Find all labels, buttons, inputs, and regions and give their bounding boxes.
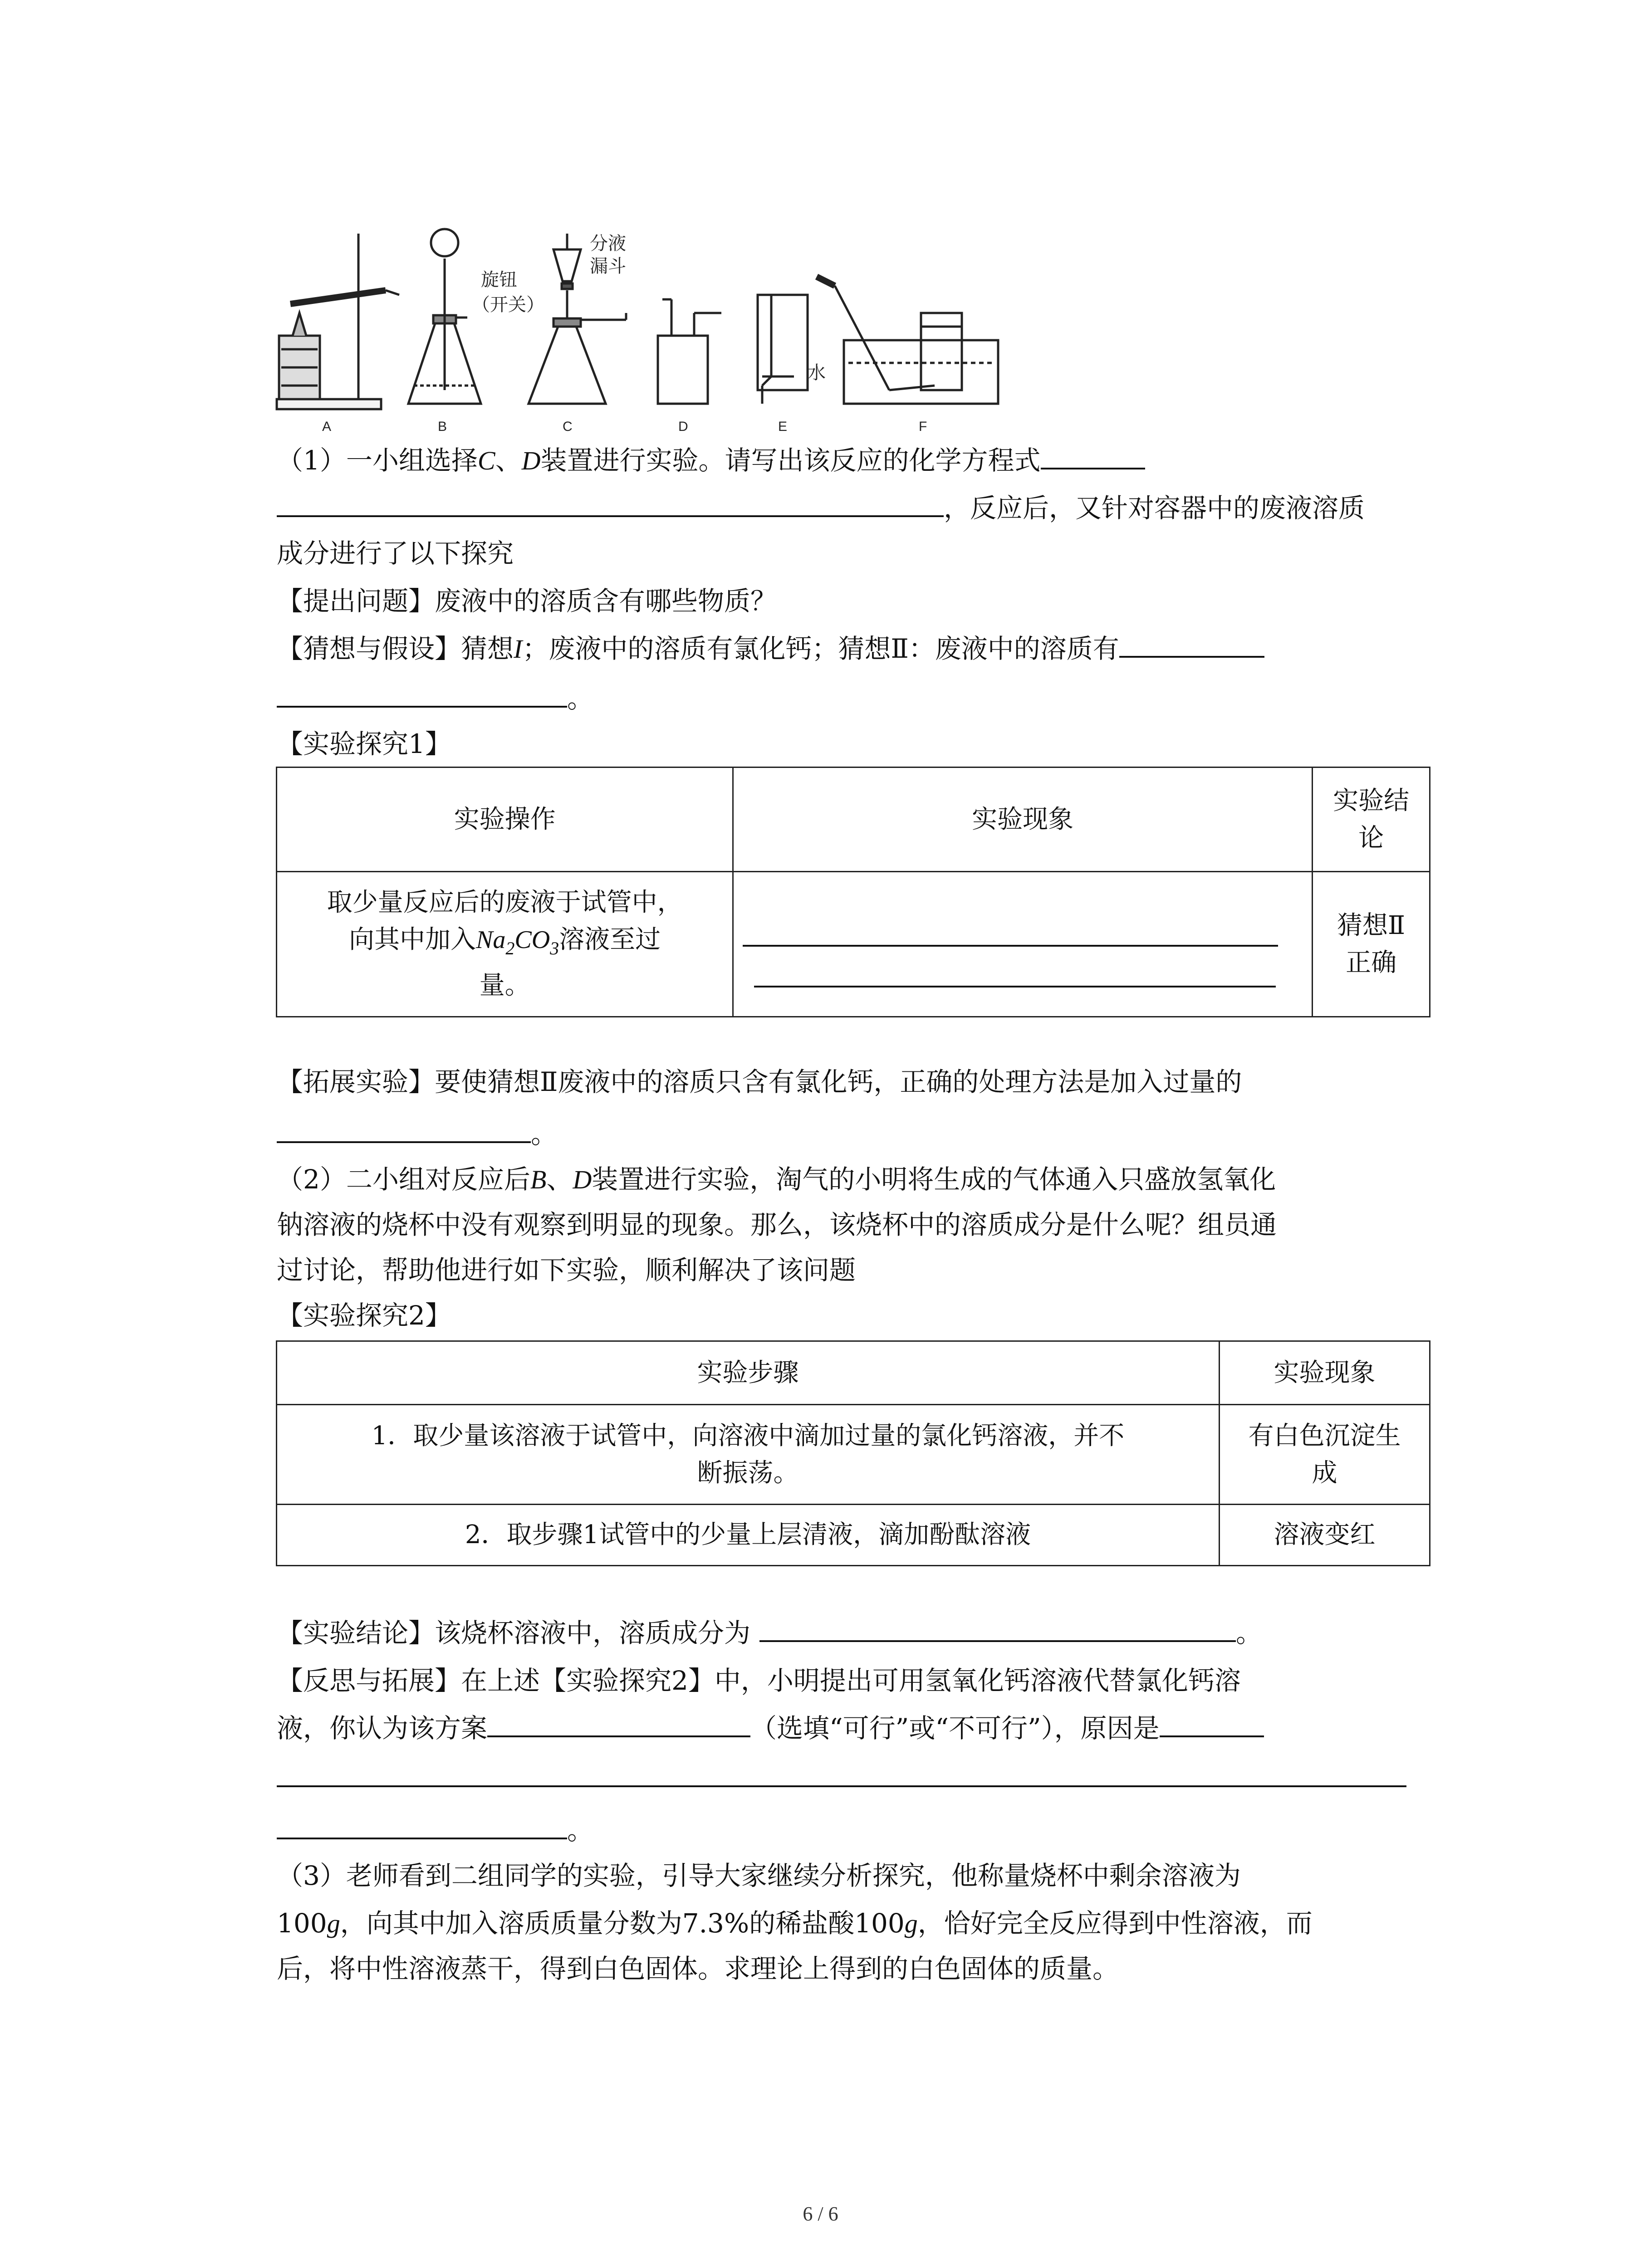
conclusion-text: 【实验结论】该烧杯溶液中，溶质成分为: [277, 1618, 751, 1648]
reason-blank-1[interactable]: [1160, 1710, 1264, 1737]
q2-line2: 钠溶液的烧杯中没有观察到明显的现象。那么，该烧杯中的溶质成分是什么呢？组员通: [277, 1209, 1277, 1240]
q1-line2: [277, 490, 1429, 526]
table2-row: [277, 1405, 1430, 1505]
knob-label-2: （开关）: [472, 294, 544, 315]
table1-header-conclusion-line1: 实验结: [1333, 786, 1410, 816]
apparatus-a: [277, 234, 399, 409]
apparatus-figure: [272, 222, 1021, 435]
hypothesis-line: [277, 631, 1429, 667]
reason-blank-2[interactable]: [277, 1760, 1406, 1787]
conclusion-blank[interactable]: [759, 1615, 1236, 1642]
table2-phen1-line2: 成: [1312, 1458, 1337, 1488]
table1-header-phenomenon: 实验现象: [733, 767, 1313, 872]
reason-blank-3[interactable]: [277, 1812, 567, 1839]
q1-text: 、: [495, 445, 522, 476]
extend-end: 。: [531, 1119, 558, 1149]
table2-row: [277, 1505, 1430, 1566]
table2-header-row: [277, 1341, 1430, 1405]
formula-co: CO: [514, 926, 550, 954]
q1-line3: 成分进行了以下探究: [277, 538, 514, 569]
q3-line1: （3）老师看到二组同学的实验，引导大家继续分析探究，他称量烧杯中剩余溶液为: [277, 1860, 1241, 1891]
table1-conclusion-line1: 猜想Ⅱ: [1337, 910, 1406, 940]
hypothesis-var: I: [514, 634, 523, 664]
unit-g: g: [327, 1909, 340, 1938]
q2-text: 、: [546, 1164, 573, 1195]
q3-line3: 后，将中性溶液蒸干，得到白色固体。求理论上得到的白色固体的质量。: [277, 1953, 1119, 1984]
label-f: F: [919, 419, 927, 434]
conclusion-end: 。: [1236, 1618, 1263, 1648]
funnel-label-2: 漏斗: [590, 256, 626, 277]
reflect-line2: [277, 1710, 1429, 1746]
table1-header-conclusion: [1313, 767, 1430, 872]
conclusion-line: [277, 1615, 1429, 1651]
op-text: 溶液至过: [559, 925, 661, 954]
table2-step-cell: 2．取步骤1试管中的少量上层清液，滴加酚酞溶液: [277, 1505, 1220, 1566]
apparatus-f: [817, 277, 998, 404]
q3-text: ，向其中加入溶质质量分数为7.3%的稀盐酸100: [340, 1908, 905, 1939]
reflect-line1: 【反思与拓展】在上述【实验探究2】中，小明提出可用氢氧化钙溶液代替氯化钙溶: [277, 1665, 1241, 1696]
hypothesis-line2: [277, 680, 1429, 717]
table2-phenomenon-cell: [1219, 1405, 1430, 1505]
explore2-title: 【实验探究2】: [277, 1300, 451, 1331]
q2-text: 装置进行实验，淘气的小明将生成的气体通入只盛放氢氧化: [592, 1164, 1276, 1195]
question-line: 【提出问题】废液中的溶质含有哪些物质？: [277, 586, 777, 616]
formula-sub-2: 2: [505, 938, 515, 958]
equation-blank-1[interactable]: [1041, 442, 1145, 469]
table2-phen1-line1: 有白色沉淀生: [1248, 1421, 1401, 1451]
table2-step1-line2: 断振荡。: [697, 1458, 799, 1488]
reflect-end: 。: [567, 1815, 594, 1846]
funnel-label-1: 分液: [590, 233, 626, 254]
q3-text: 100: [277, 1908, 327, 1939]
apparatus-e: [758, 295, 808, 404]
q1-var-d: D: [521, 446, 541, 475]
experiment-table-1: [276, 767, 1430, 1017]
table1-header-operation: 实验操作: [277, 767, 733, 872]
reflect-text: 液，你认为该方案: [277, 1713, 488, 1744]
q2-var-b: B: [530, 1165, 547, 1194]
table1-row: [277, 872, 1430, 1017]
apparatus-d: [658, 299, 721, 404]
page-number: 6 / 6: [803, 2203, 838, 2225]
apparatus-b: [408, 229, 481, 404]
hypothesis-text: ；废液中的溶质有氯化钙；猜想Ⅱ：废液中的溶质有: [522, 633, 1119, 664]
table2-step-cell: [277, 1405, 1220, 1505]
water-label: 水: [808, 362, 826, 383]
label-b: B: [438, 419, 447, 434]
table1-phenomenon-cell: [733, 872, 1313, 1017]
q2-line3: 过讨论，帮助他进行如下实验，顺利解决了该问题: [277, 1255, 856, 1286]
table1-conclusion-line2: 正确: [1346, 948, 1397, 978]
extend-line: 【拓展实验】要使猜想Ⅱ废液中的溶质只含有氯化钙，正确的处理方法是加入过量的: [277, 1066, 1242, 1097]
q3-text: ，恰好完全反应得到中性溶液，而: [917, 1908, 1313, 1939]
table2-phenomenon-cell: 溶液变红: [1219, 1505, 1430, 1566]
explore1-title: 【实验探究1】: [277, 728, 451, 759]
op-text: 向其中加入: [349, 925, 476, 954]
extend-blank[interactable]: [277, 1116, 531, 1143]
hypothesis-end: 。: [567, 683, 594, 714]
experiment-table-2: [276, 1340, 1430, 1566]
phenomenon-blank-2[interactable]: [754, 986, 1276, 987]
table1-conclusion-cell: [1313, 872, 1430, 1017]
hypothesis-blank-2[interactable]: [277, 680, 567, 708]
table1-operation-line2: [286, 921, 723, 967]
q1-text: ，反应后，又针对容器中的废液溶质: [944, 493, 1365, 523]
reflect-line3: [277, 1760, 1429, 1796]
q2-line1: [277, 1161, 1429, 1198]
q3-line2: [277, 1905, 1429, 1942]
q1-var-c: C: [477, 446, 495, 475]
reflect-line4: [277, 1812, 1429, 1848]
phenomenon-blank-1[interactable]: [743, 945, 1278, 947]
label-a: A: [322, 419, 332, 434]
hypothesis-text: 【猜想与假设】猜想: [277, 633, 514, 664]
knob-label-1: 旋钮: [481, 269, 517, 290]
q2-text: （2）二小组对反应后: [277, 1164, 530, 1195]
q2-var-d: D: [573, 1165, 592, 1194]
equation-blank-2[interactable]: [277, 490, 944, 517]
table1-operation-line3: 量。: [479, 971, 530, 1000]
q1-line1: [277, 442, 1429, 479]
q1-text: 装置进行实验。请写出该反应的化学方程式: [540, 445, 1041, 476]
table1-operation-cell: [277, 872, 733, 1017]
reflect-text: （选填“可行”或“不可行”），原因是: [750, 1713, 1160, 1744]
unit-g: g: [904, 1909, 918, 1938]
table1-header-row: [277, 767, 1430, 872]
table1-header-conclusion-line2: 论: [1358, 823, 1384, 853]
formula-na: Na: [476, 926, 506, 954]
hypothesis-blank-1[interactable]: [1119, 631, 1264, 658]
table2-step1-line1: 1．取少量该溶液于试管中，向溶液中滴加过量的氯化钙溶液，并不: [371, 1421, 1125, 1451]
formula-sub-3: 3: [550, 938, 559, 958]
table2-header-steps: 实验步骤: [277, 1341, 1220, 1405]
label-d: D: [678, 419, 688, 434]
q1-text: （1）一小组选择: [277, 445, 478, 476]
label-c: C: [563, 419, 573, 434]
table2-header-phenomenon: 实验现象: [1219, 1341, 1430, 1405]
extend-line2: [277, 1116, 1429, 1152]
label-e: E: [778, 419, 788, 434]
table1-operation-line1: 取少量反应后的废液于试管中，: [327, 888, 683, 917]
feasibility-blank[interactable]: [487, 1710, 750, 1737]
